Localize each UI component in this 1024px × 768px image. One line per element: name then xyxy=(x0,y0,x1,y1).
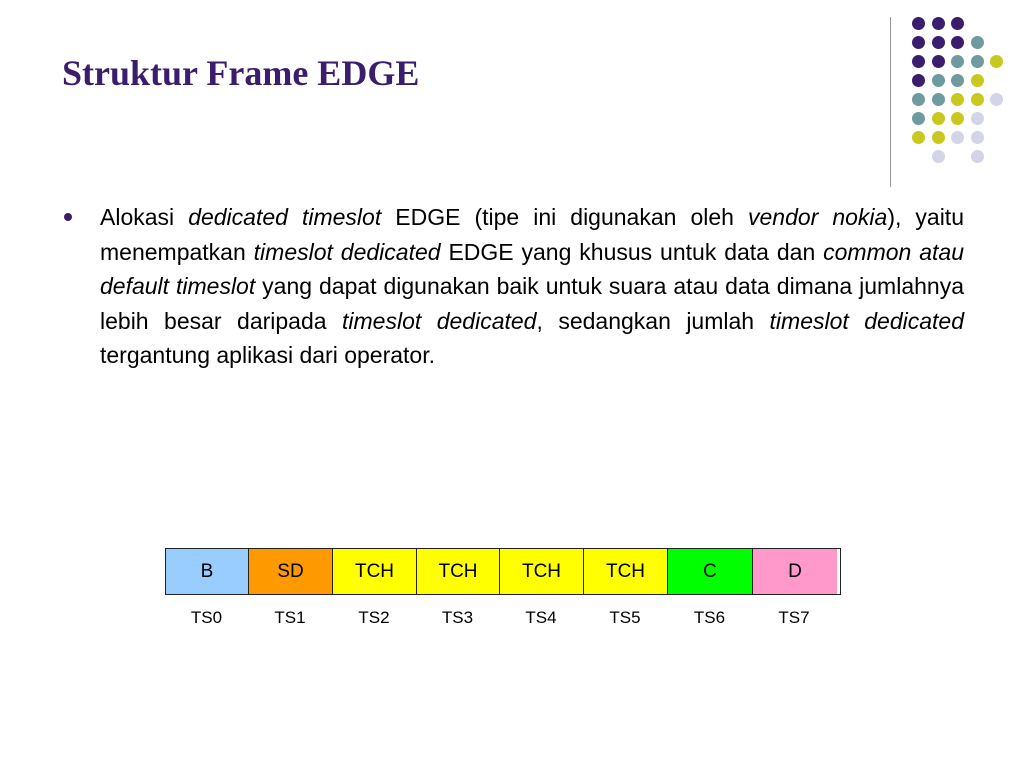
decorative-dot xyxy=(932,55,945,68)
decorative-dot xyxy=(912,17,925,30)
decorative-dot xyxy=(951,131,964,144)
decorative-dot xyxy=(951,36,964,49)
decorative-dot xyxy=(951,55,964,68)
decorative-dot xyxy=(912,131,925,144)
timeslot-label: TS7 xyxy=(778,608,810,627)
decorative-dot xyxy=(971,131,984,144)
timeslot-label: TS5 xyxy=(609,608,641,627)
paragraph-text: , sedangkan jumlah xyxy=(536,307,770,334)
paragraph-text: EDGE (tipe ini digunakan oleh xyxy=(381,204,748,230)
italic-term: timeslot dedicated xyxy=(342,307,537,334)
timeslot-label: TS0 xyxy=(190,608,223,627)
decorative-dot xyxy=(951,17,964,30)
italic-term: timeslot dedicated xyxy=(769,307,964,334)
decorative-dot xyxy=(932,74,945,87)
italic-term: dedicated timeslot xyxy=(188,204,382,230)
timeslot-label: TS4 xyxy=(525,608,557,627)
italic-term: vendor nokia xyxy=(747,204,888,230)
timeslot-label: TS6 xyxy=(693,608,726,627)
decorative-dot xyxy=(971,112,984,125)
decorative-dot-grid xyxy=(0,0,1024,200)
decorative-dot xyxy=(971,74,984,87)
timeslot-label: TS1 xyxy=(274,608,306,627)
timeslot-cell-b: B xyxy=(166,549,249,594)
timeslot-cell-sd: SD xyxy=(249,549,333,594)
timeslot-cell-d: D xyxy=(753,549,837,594)
timeslot-label: TS2 xyxy=(358,608,390,627)
decorative-dot xyxy=(990,93,1003,106)
decorative-dot xyxy=(971,36,984,49)
decorative-dot xyxy=(932,150,945,163)
paragraph-text: Alokasi xyxy=(100,204,189,230)
decorative-dot xyxy=(971,150,984,163)
slide-title: Struktur Frame EDGE xyxy=(62,53,420,93)
paragraph-text: tergantung aplikasi dari operator. xyxy=(100,342,435,369)
decorative-dot xyxy=(912,112,925,125)
decorative-dot xyxy=(951,112,964,125)
decorative-dot xyxy=(912,55,925,68)
timeslot-cell-tch: TCH xyxy=(333,549,417,594)
bullet-paragraph xyxy=(100,200,964,373)
decorative-dot xyxy=(912,36,925,49)
decorative-dot xyxy=(951,93,964,106)
decorative-dot xyxy=(912,93,925,106)
timeslot-cell-c: C xyxy=(668,549,753,594)
divider-line xyxy=(890,17,891,187)
timeslot-cell-tch: TCH xyxy=(584,549,668,594)
decorative-dot xyxy=(971,55,984,68)
timeslot-cell-tch: TCH xyxy=(500,549,584,594)
decorative-dot xyxy=(932,112,945,125)
timeslot-labels xyxy=(165,608,841,630)
decorative-dot xyxy=(990,55,1003,68)
paragraph-text: yang dapat digunakan baik untuk suara atau data dimana jumlahnya lebih besar daripada xyxy=(100,273,964,334)
edge-frame-diagram xyxy=(165,548,841,595)
timeslot-cell-tch: TCH xyxy=(417,549,500,594)
decorative-dot xyxy=(932,17,945,30)
paragraph-text: EDGE yang khusus untuk data dan xyxy=(440,238,824,265)
decorative-dot xyxy=(932,36,945,49)
decorative-dot xyxy=(932,131,945,144)
timeslot-label: TS3 xyxy=(441,608,474,627)
decorative-dot xyxy=(951,74,964,87)
italic-term: timeslot dedicated xyxy=(253,238,441,265)
decorative-dot xyxy=(971,93,984,106)
italic-term: common atau default timeslot xyxy=(100,238,964,300)
bullet-marker xyxy=(64,213,72,221)
decorative-dot xyxy=(932,93,945,106)
paragraph-text: ), yaitu menempatkan xyxy=(100,204,964,265)
decorative-dot xyxy=(912,74,925,87)
